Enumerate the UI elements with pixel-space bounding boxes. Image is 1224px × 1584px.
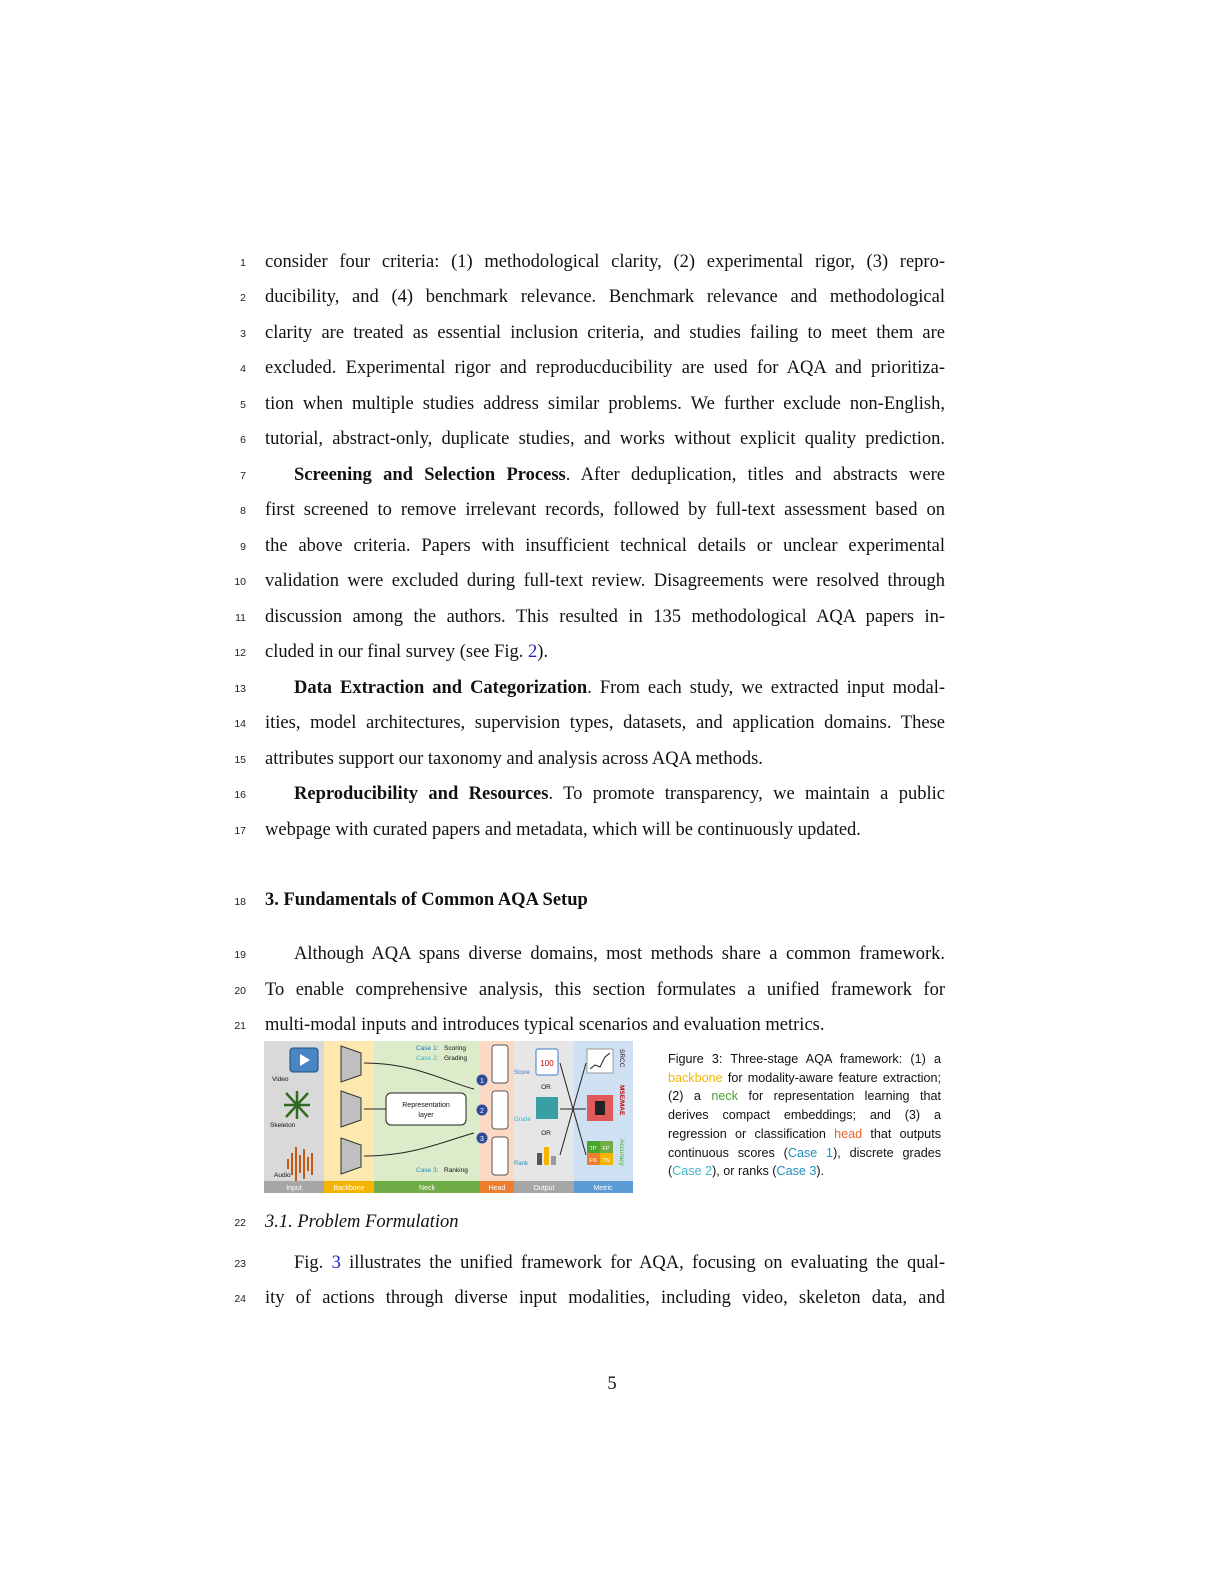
figure-reference-link[interactable]: 3 <box>331 1253 341 1273</box>
text-line <box>294 1252 945 1274</box>
stage-label-metric: Metric <box>593 1185 613 1192</box>
case3-name: Ranking <box>444 1167 468 1174</box>
text-span: Fig. <box>294 1253 332 1273</box>
text-line: first screened to remove irrelevant records, followed by full-text assessment based on <box>265 500 945 520</box>
line-number: 13 <box>234 683 246 695</box>
fn-label: FN <box>589 1158 597 1164</box>
or-label-2: OR <box>541 1130 551 1137</box>
skeleton-icon <box>284 1091 310 1119</box>
or-label-1: OR <box>541 1084 551 1091</box>
head-number-1: 1 <box>480 1078 484 1085</box>
tn-label: TN <box>602 1158 610 1164</box>
text-line: ducibility, and (4) benchmark relevance. Benchmark relevance and methodological <box>265 287 945 307</box>
caption-text: Figure 3: Three-stage AQA framework: (1) a <box>668 1052 941 1066</box>
text-span: . To promote transparency, we maintain a public <box>548 784 945 804</box>
caption-text: ). <box>816 1164 825 1179</box>
head-module-1 <box>492 1045 508 1083</box>
line-number: 22 <box>234 1217 246 1229</box>
caption-case1: Case 1 <box>787 1145 834 1160</box>
line-number: 8 <box>240 505 246 517</box>
line-number: 6 <box>240 434 246 446</box>
line-number: 5 <box>240 399 246 411</box>
text-line <box>265 641 945 663</box>
fp-label: FP <box>602 1146 610 1152</box>
output-label-grade: Grade <box>514 1117 531 1123</box>
framework-diagram <box>264 1041 633 1193</box>
representation-layer-box <box>386 1093 466 1125</box>
rank-bar-icon <box>544 1147 549 1165</box>
text-span: cluded in our final survey (see Fig. <box>265 642 529 662</box>
input-label-skeleton: Skeleton <box>270 1122 296 1129</box>
paragraph-heading: Reproducibility and Resources <box>294 784 549 804</box>
line-number: 9 <box>240 541 246 553</box>
line-number: 23 <box>234 1258 246 1270</box>
framework-figure <box>264 1041 633 1193</box>
text-line: excluded. Experimental rigor and reproducducibility are used for AQA and prioritiza- <box>265 358 945 378</box>
paragraph-line <box>294 783 945 805</box>
paragraph-heading: Data Extraction and Categorization <box>294 678 588 698</box>
rank-bar-icon <box>551 1156 556 1165</box>
tp-label: TP <box>589 1146 597 1152</box>
text-line: ities, model architectures, supervision types, datasets, and application domains. These <box>265 713 945 733</box>
caption-case2: Case 2 <box>672 1164 713 1179</box>
text-line: discussion among the authors. This resulted in 135 methodological AQA papers in- <box>265 607 945 627</box>
case1-label: Case 1: <box>416 1045 439 1052</box>
figure-reference-link[interactable]: 2 <box>528 642 538 662</box>
stage-label-output: Output <box>533 1185 555 1192</box>
head-module-2 <box>492 1091 508 1129</box>
line-number: 19 <box>234 949 246 961</box>
caption-text: for modality-aware feature extraction; (2) a <box>668 1070 941 1104</box>
text-line: ity of actions through diverse input modalities, including video, skeleton data, and <box>265 1288 945 1308</box>
line-number: 4 <box>240 363 246 375</box>
head-number-2: 2 <box>480 1108 484 1115</box>
text-line: consider four criteria: (1) methodological clarity, (2) experimental rigor, (3) repro- <box>265 252 945 272</box>
case1-name: Scoring <box>444 1045 467 1052</box>
caption-text: that outputs continuous scores ( <box>668 1126 941 1160</box>
text-line: multi-modal inputs and introduces typical scenarios and evaluation metrics. <box>265 1015 825 1035</box>
figure-caption <box>668 1050 941 1181</box>
text-line: tutorial, abstract-only, duplicate studies, and works without explicit quality prediction. <box>265 429 945 449</box>
metric-label-accuracy: Accuracy <box>618 1139 625 1166</box>
paragraph-line <box>294 677 945 699</box>
line-number: 12 <box>234 647 246 659</box>
caption-text: for representation learning that derives compact embeddings; and (3) a regression or classification <box>668 1089 941 1141</box>
text-line: attributes support our taxonomy and analysis across AQA methods. <box>265 749 763 769</box>
caption-text: ), discrete grades ( <box>668 1145 942 1179</box>
case2-name: Grading <box>444 1055 468 1062</box>
metric-label-srcc: SRCC <box>618 1049 625 1068</box>
output-label-rank: Rank <box>514 1161 529 1167</box>
line-number: 1 <box>240 257 246 269</box>
text-span: . From each study, we extracted input modal- <box>587 678 945 698</box>
caption-text: ), or ranks ( <box>712 1164 777 1179</box>
section-heading: 3. Fundamentals of Common AQA Setup <box>265 890 588 910</box>
line-number: 15 <box>234 754 246 766</box>
line-number: 18 <box>234 896 246 908</box>
text-line: clarity are treated as essential inclusion criteria, and studies failing to meet them are <box>265 323 945 343</box>
text-line: the above criteria. Papers with insufficient technical details or unclear experimental <box>265 536 945 556</box>
stage-label-head: Head <box>488 1185 506 1192</box>
paragraph-heading: Screening and Selection Process <box>294 465 566 485</box>
line-number: 10 <box>234 576 246 588</box>
caption-neck: neck <box>711 1089 738 1104</box>
representation-layer-label: layer <box>418 1112 434 1119</box>
paragraph-line <box>294 464 945 486</box>
case3-label: Case 3: <box>416 1167 439 1174</box>
score-value: 100 <box>540 1059 554 1068</box>
rank-bar-icon <box>537 1153 542 1165</box>
page-number: 5 <box>607 1374 617 1394</box>
text-line: To enable comprehensive analysis, this section formulates a unified framework for <box>265 980 945 1000</box>
caption-head: head <box>834 1126 863 1141</box>
text-line: webpage with curated papers and metadata, which will be continuously updated. <box>265 820 861 840</box>
representation-label: Representation <box>402 1102 450 1109</box>
caption-backbone: backbone <box>668 1070 723 1085</box>
line-number: 17 <box>234 825 246 837</box>
input-label-video: Video <box>272 1076 289 1083</box>
stage-label-backbone: Backbone <box>333 1185 365 1192</box>
stage-label-input: Input <box>286 1185 302 1192</box>
input-label-audio: Audio <box>274 1172 291 1179</box>
grade-chart-icon <box>536 1097 558 1119</box>
output-label-score: Score <box>514 1070 530 1076</box>
line-number: 7 <box>240 470 246 482</box>
subsection-heading: 3.1. Problem Formulation <box>265 1212 459 1232</box>
line-number: 2 <box>240 292 246 304</box>
text-span: illustrates the unified framework for AQA, focusing on evaluating the qual- <box>340 1253 945 1273</box>
line-number: 20 <box>234 985 246 997</box>
caption-case3: Case 3 <box>776 1164 817 1179</box>
line-number: 21 <box>234 1020 246 1032</box>
line-number: 14 <box>234 718 246 730</box>
stage-label-neck: Neck <box>419 1185 435 1192</box>
metric-label-mse: MSE/MAE <box>618 1085 625 1116</box>
line-number: 3 <box>240 328 246 340</box>
text-line: tion when multiple studies address similar problems. We further exclude non-English, <box>265 394 945 414</box>
mse-glyph-icon <box>595 1101 605 1115</box>
line-number: 16 <box>234 789 246 801</box>
text-line: Although AQA spans diverse domains, most methods share a common framework. <box>294 944 945 964</box>
line-number: 24 <box>234 1293 246 1305</box>
case2-label: Case 2: <box>416 1055 439 1062</box>
line-number: 11 <box>235 612 246 624</box>
head-number-3: 3 <box>480 1136 484 1143</box>
text-line: validation were excluded during full-text review. Disagreements were resolved through <box>265 571 945 591</box>
head-module-3 <box>492 1137 508 1175</box>
text-span: ). <box>537 642 549 662</box>
text-span: . After deduplication, titles and abstracts were <box>565 465 945 485</box>
srcc-plot-icon <box>587 1049 613 1073</box>
